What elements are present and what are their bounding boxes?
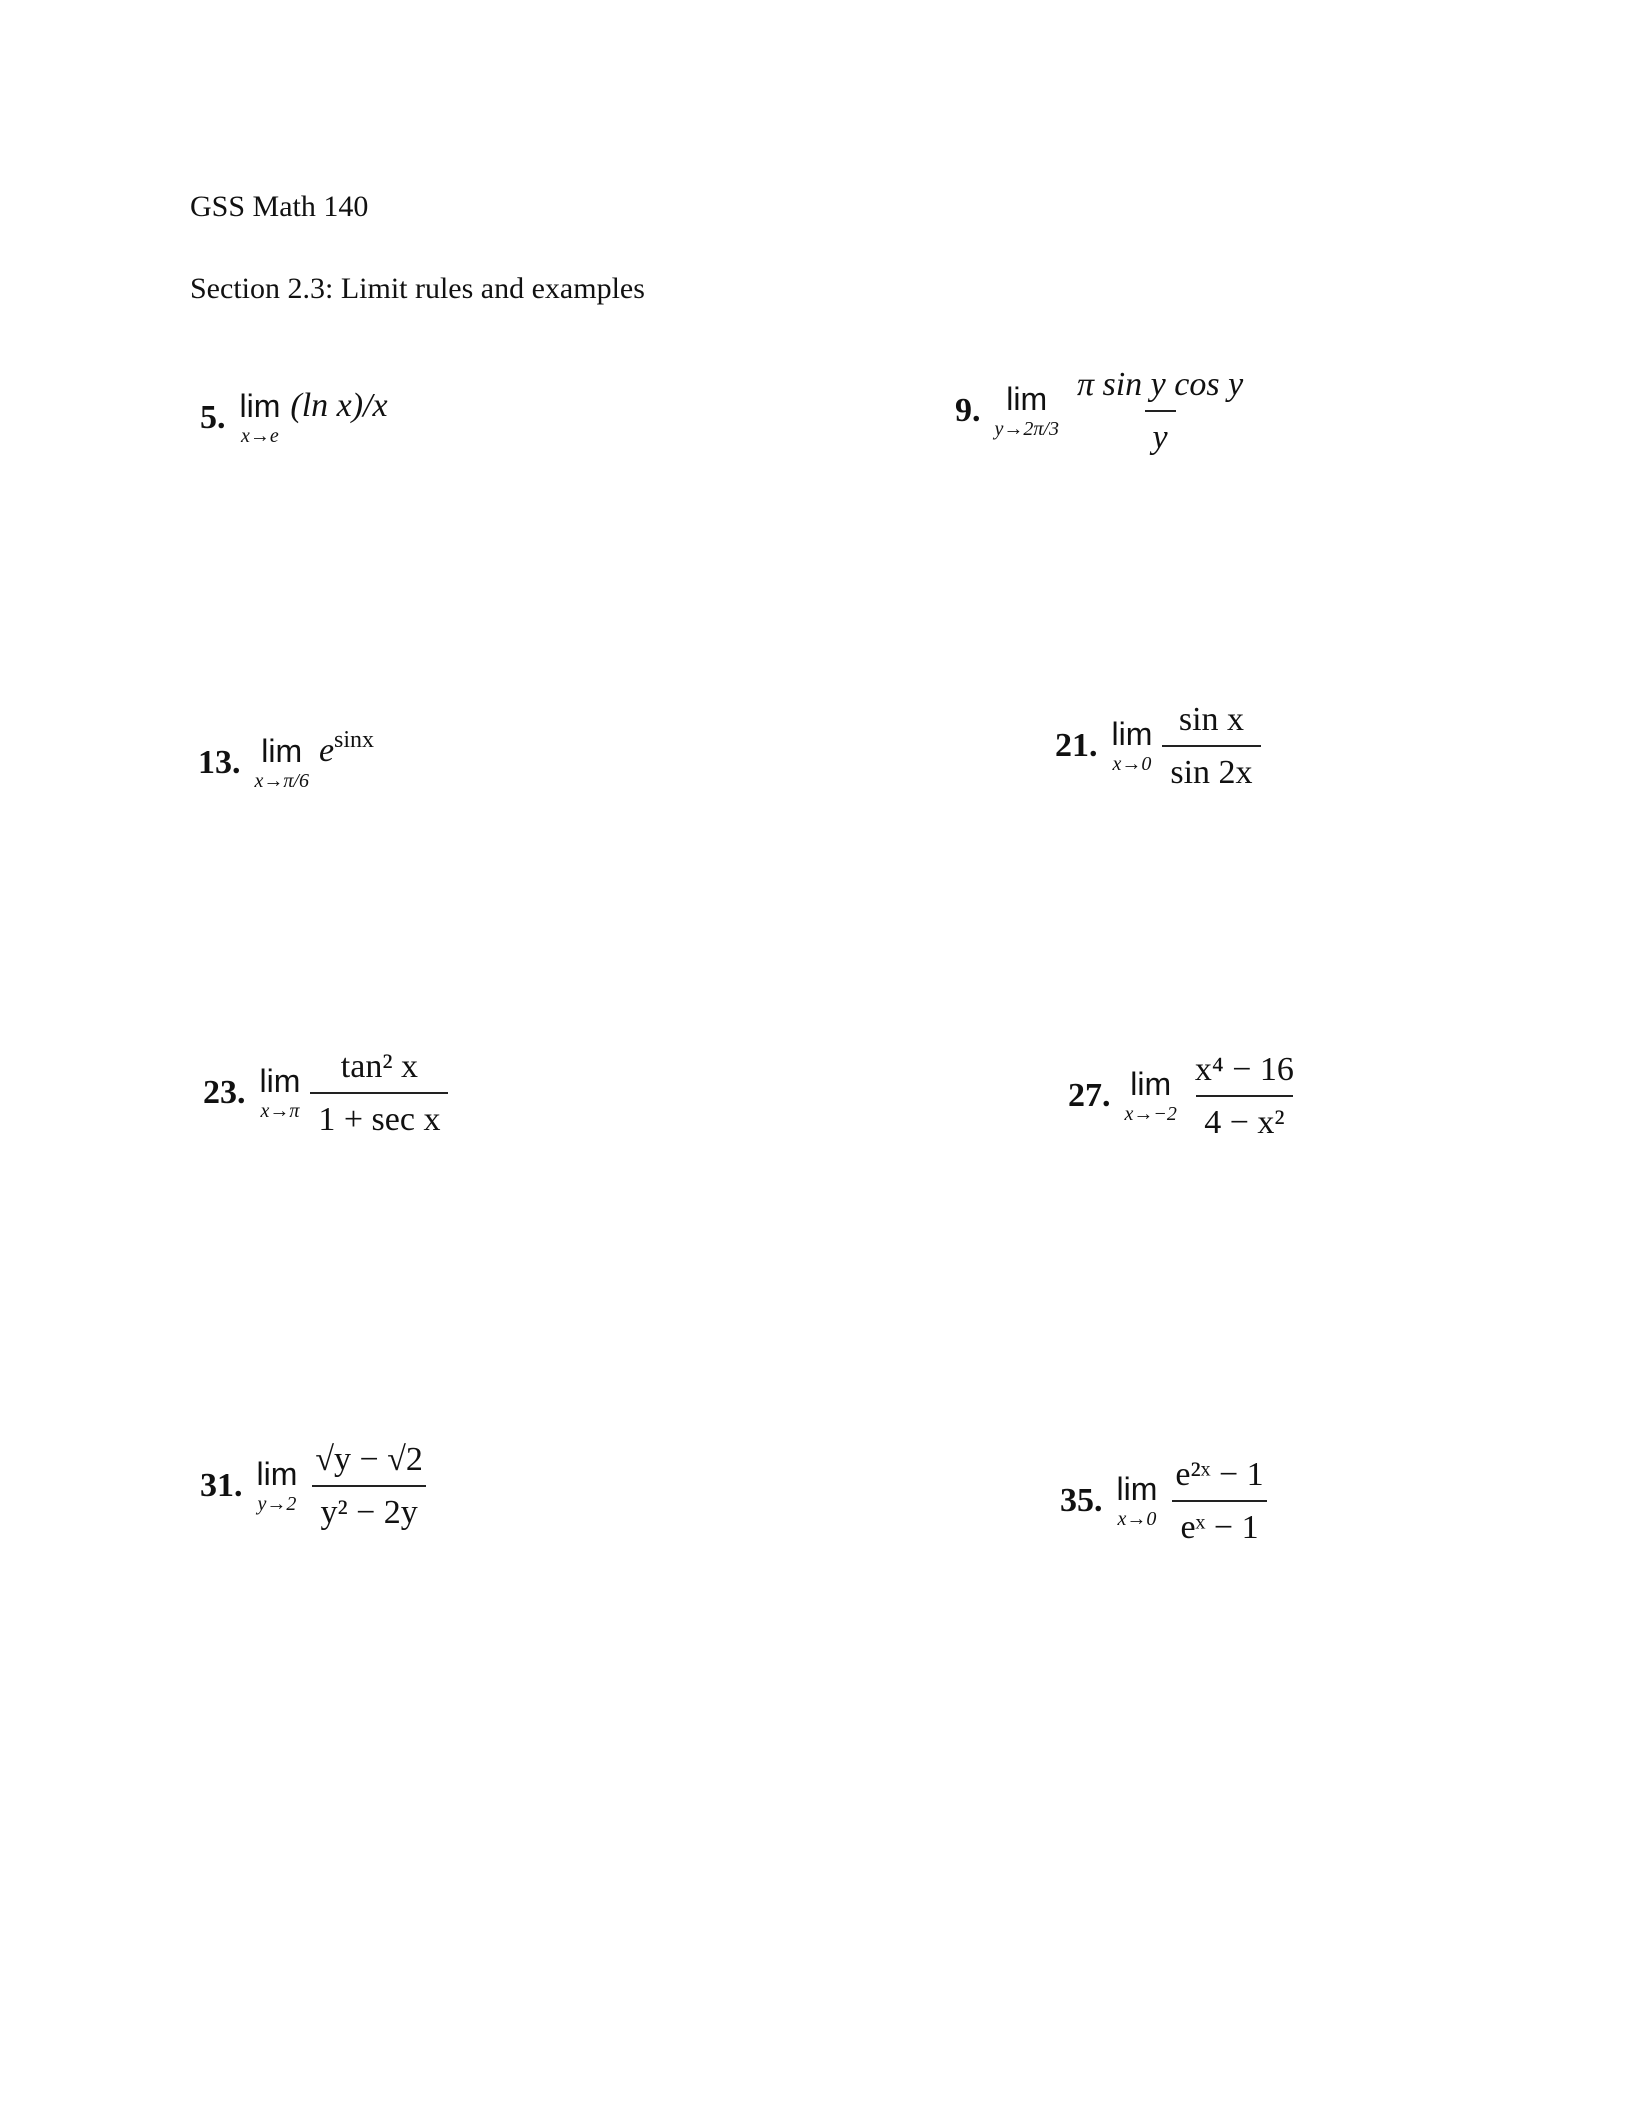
problem-number: 9. — [955, 392, 981, 430]
lim-word: lim — [261, 733, 303, 769]
lim-word: lim — [1006, 381, 1048, 418]
fraction — [307, 1440, 431, 1532]
limit-subscript: x→e — [241, 425, 279, 447]
exponent: sinx — [334, 727, 375, 753]
limit-operator — [1125, 1068, 1177, 1124]
problem-number: 35. — [1060, 1482, 1103, 1520]
fraction — [1162, 700, 1260, 792]
problem-number: 31. — [200, 1467, 243, 1505]
denominator: 1 + sec x — [310, 1092, 448, 1139]
limit-operator — [257, 1458, 298, 1514]
limit-subscript: x→0 — [1112, 753, 1152, 776]
problem-5 — [200, 387, 388, 447]
lim-word: lim — [1130, 1066, 1172, 1103]
limit-subscript: x→0 — [1117, 1508, 1157, 1531]
problem-23 — [203, 1047, 448, 1139]
limit-expression: (ln x)/x — [290, 387, 388, 424]
fraction — [1069, 365, 1251, 457]
problem-35 — [1060, 1455, 1272, 1547]
denominator: 4 − x² — [1196, 1095, 1292, 1142]
numerator: π sin y cos y — [1076, 366, 1244, 403]
lim-word: lim — [1116, 1471, 1158, 1508]
limit-operator — [255, 735, 309, 791]
limit-subscript: y→2π/3 — [994, 418, 1059, 441]
fraction — [1187, 1050, 1302, 1142]
lim-word: lim — [259, 1063, 301, 1100]
lim-word: lim — [1111, 716, 1153, 753]
lim-word: lim — [239, 388, 281, 424]
numerator: e²ˣ − 1 — [1175, 1456, 1264, 1493]
limit-subscript: y→2 — [257, 1493, 297, 1516]
problem-27 — [1068, 1050, 1302, 1142]
limit-subscript: x→π — [260, 1100, 300, 1123]
exp-base: e — [318, 732, 335, 769]
problem-13 — [198, 727, 375, 792]
section-title: Section 2.3: Limit rules and examples — [190, 272, 645, 305]
limit-operator — [995, 383, 1059, 439]
fraction — [1167, 1455, 1271, 1547]
limit-operator — [1112, 718, 1153, 774]
numerator: tan² x — [340, 1048, 419, 1085]
problem-number: 13. — [198, 744, 241, 781]
problem-31 — [200, 1440, 431, 1532]
denominator: sin 2x — [1162, 745, 1260, 792]
denominator: eˣ − 1 — [1172, 1500, 1266, 1547]
numerator: sin x — [1178, 701, 1245, 738]
problem-9 — [955, 365, 1251, 457]
limit-operator — [240, 390, 281, 446]
problem-number: 23. — [203, 1074, 246, 1112]
limit-subscript: x→−2 — [1124, 1103, 1177, 1126]
denominator: y — [1145, 410, 1176, 457]
problem-21 — [1055, 700, 1261, 792]
course-title: GSS Math 140 — [190, 190, 369, 223]
problem-number: 21. — [1055, 727, 1098, 765]
problem-number: 27. — [1068, 1077, 1111, 1115]
limit-operator — [260, 1065, 301, 1121]
denominator: y² − 2y — [312, 1485, 425, 1532]
numerator: x⁴ − 16 — [1194, 1051, 1294, 1088]
limit-subscript: x→π/6 — [254, 770, 309, 792]
lim-word: lim — [256, 1456, 298, 1493]
fraction — [310, 1047, 448, 1139]
problem-number: 5. — [200, 399, 226, 436]
limit-operator — [1117, 1473, 1158, 1529]
numerator: √y − √2 — [315, 1441, 423, 1478]
